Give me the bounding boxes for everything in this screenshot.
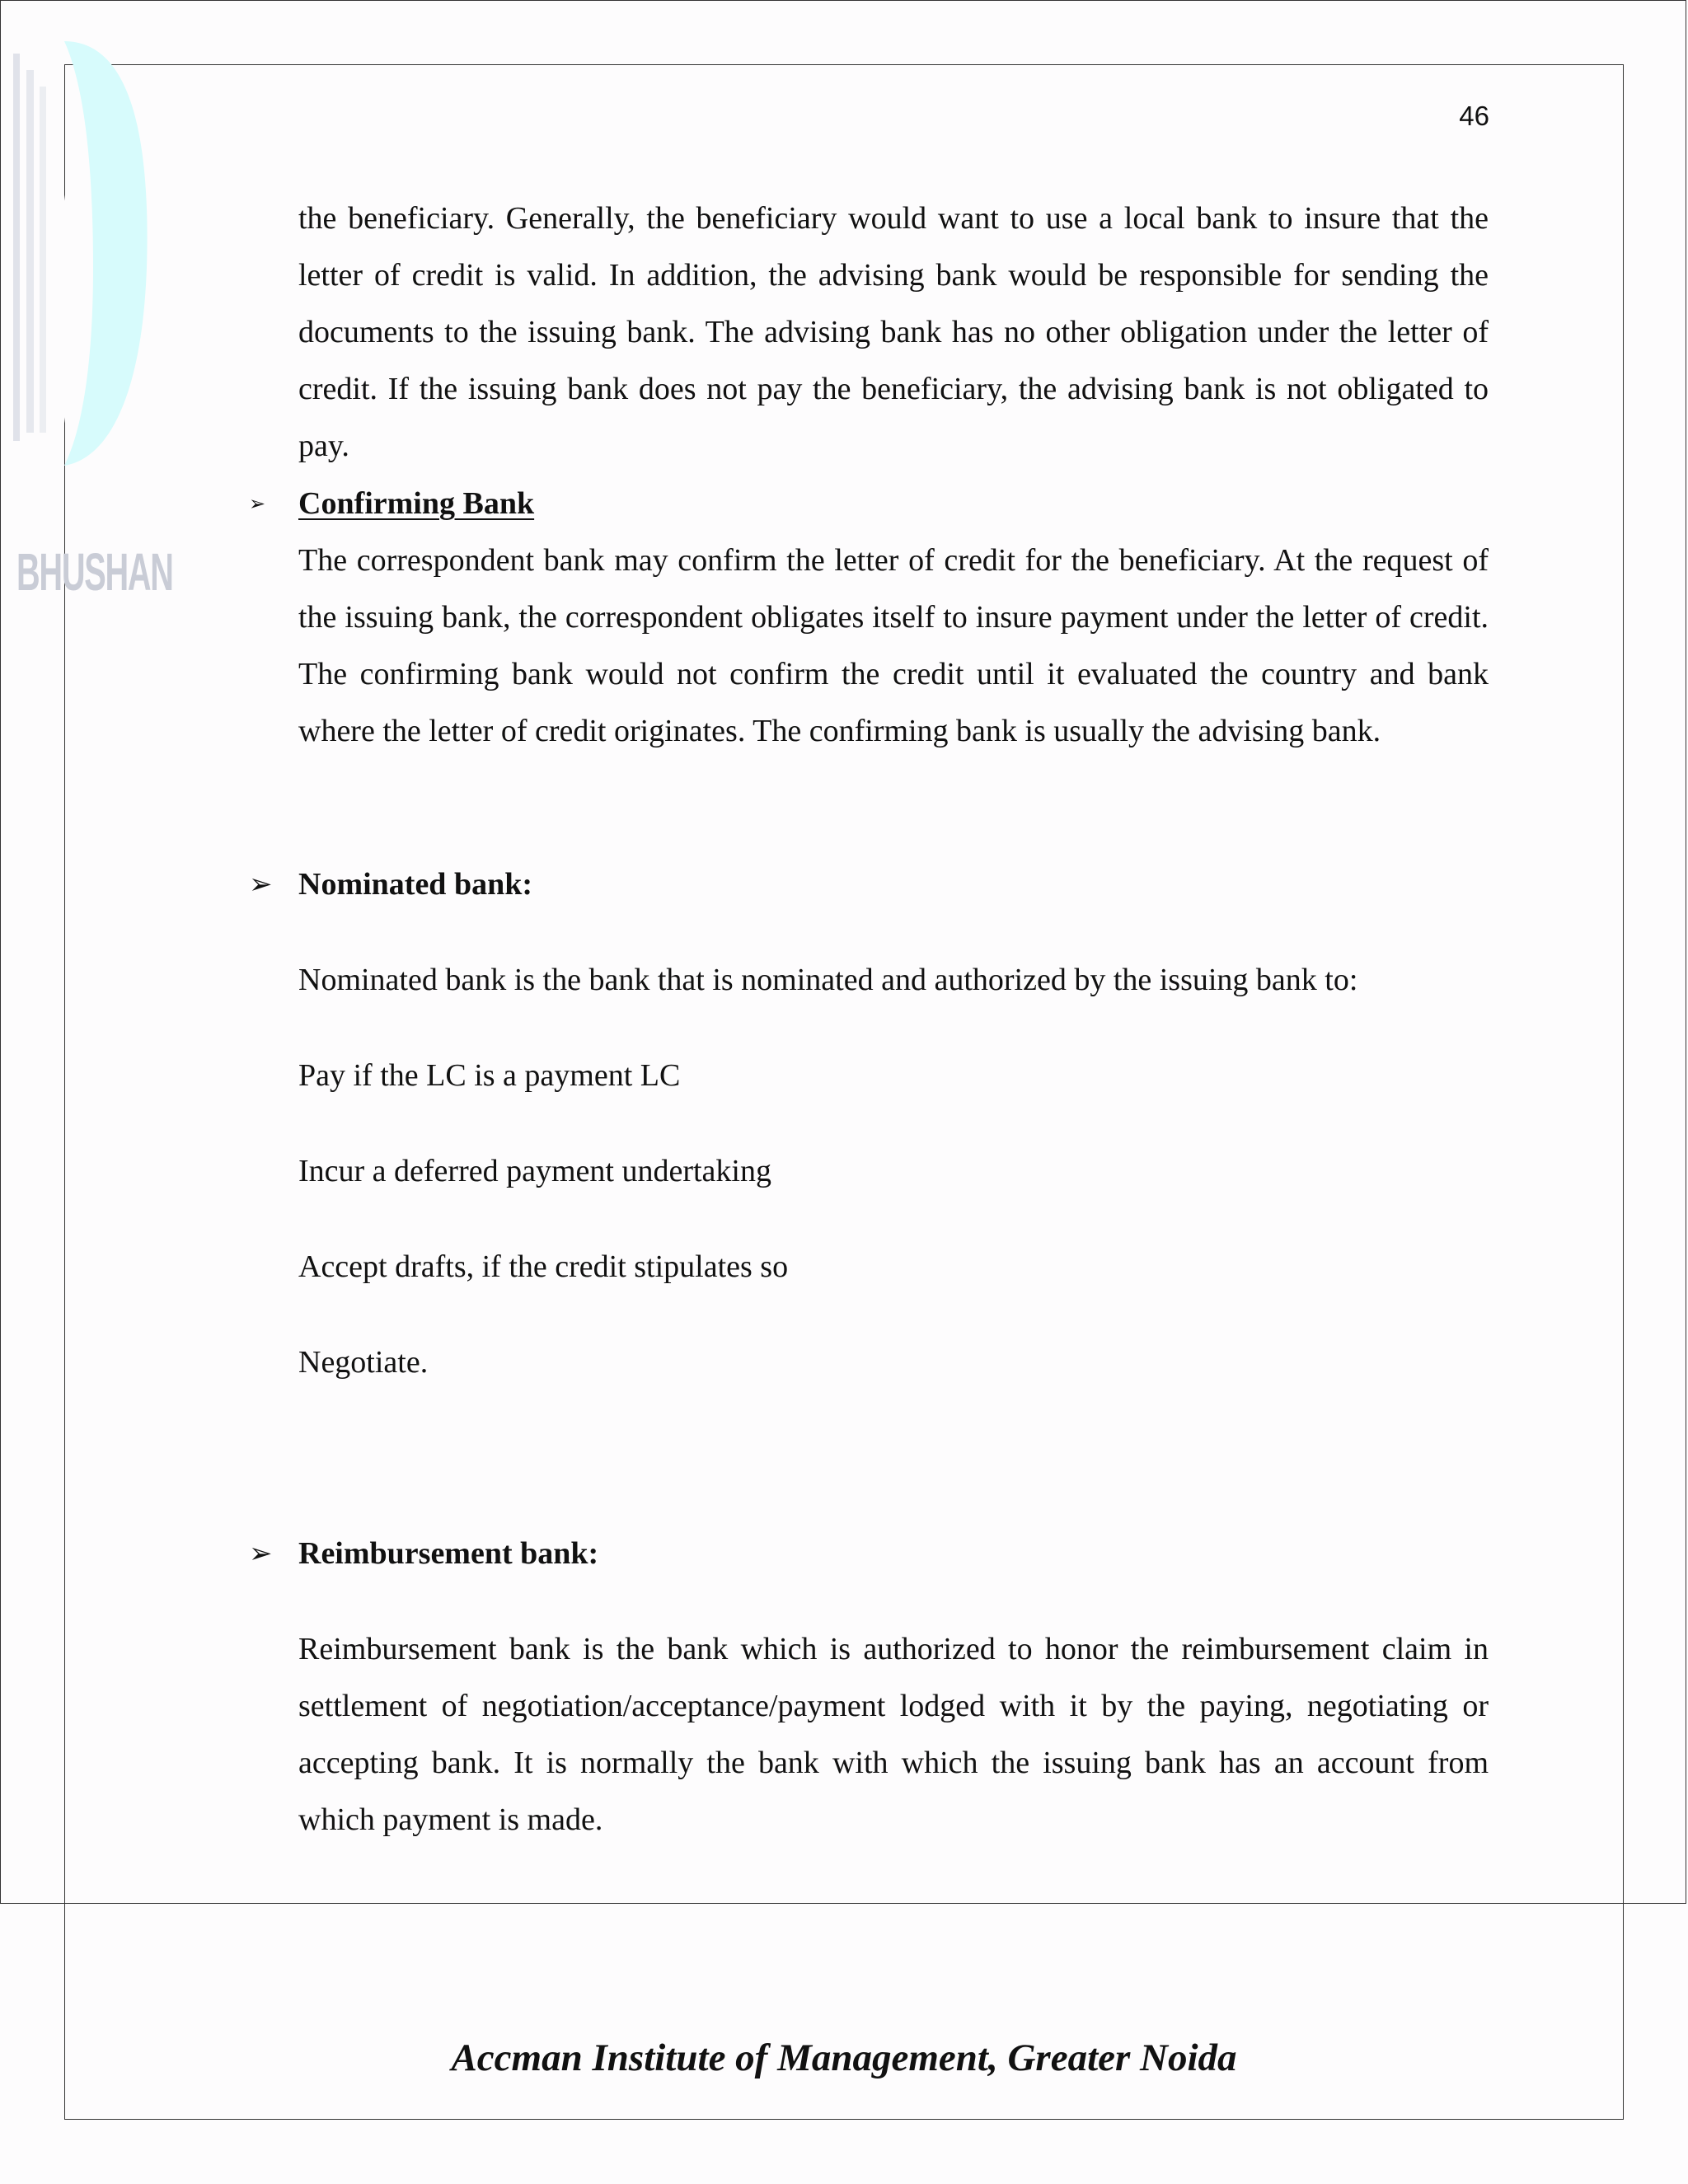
intro-paragraph: the beneficiary. Generally, the beneficiary would want to use a local bank to insure that the letter of credit is valid. In addition, the advising bank would be responsible for sending the documents to the issuing bank. The advising bank has no other obligation under the letter of credit. If the issuing bank does not pay the beneficiary, the advising bank is not obligated to pay. — [298, 201, 1489, 463]
arrow-bullet-icon: ➢ — [249, 868, 273, 901]
confirming-bank-paragraph: The correspondent bank may confirm the letter of credit for the beneficiary. At the request of the issuing bank, the correspondent obligates itself to insure payment under the letter of credit. The confirming bank would not confirm the credit until it evaluated the country and bank where the letter of credit originates. The confirming bank is usually the advising bank. — [298, 543, 1489, 748]
watermark-text: BHUSHAN — [16, 542, 173, 602]
nominated-bank-heading: Nominated bank: — [298, 867, 532, 902]
nominated-bank-item: Pay if the LC is a payment LC — [298, 1058, 681, 1093]
reimbursement-bank-heading: Reimbursement bank: — [298, 1536, 599, 1571]
reimbursement-bank-paragraph: Reimbursement bank is the bank which is authorized to honor the reimbursement claim in settlement of negotiation/acceptance/payment lodged with it by the paying, negotiating or accepting bank. It is normally the bank with which the issuing bank has an account from which payment is made. — [298, 1632, 1489, 1837]
watermark-logo — [7, 37, 173, 602]
arrow-bullet-icon: ➢ — [249, 1537, 273, 1570]
nominated-bank-intro: Nominated bank is the bank that is nominated and authorized by the issuing bank to: — [298, 963, 1358, 997]
confirming-bank-heading: Confirming Bank — [298, 486, 535, 521]
nominated-bank-item: Accept drafts, if the credit stipulates so — [298, 1249, 789, 1284]
arrow-bullet-icon: ➢ — [249, 492, 266, 515]
page-number: 46 — [1459, 101, 1489, 131]
watermark-logo-graphic — [7, 37, 155, 532]
nominated-bank-item: Incur a deferred payment undertaking — [298, 1154, 771, 1188]
page-footer: Accman Institute of Management, Greater Noida — [451, 2036, 1237, 2079]
nominated-bank-item: Negotiate. — [298, 1345, 429, 1380]
